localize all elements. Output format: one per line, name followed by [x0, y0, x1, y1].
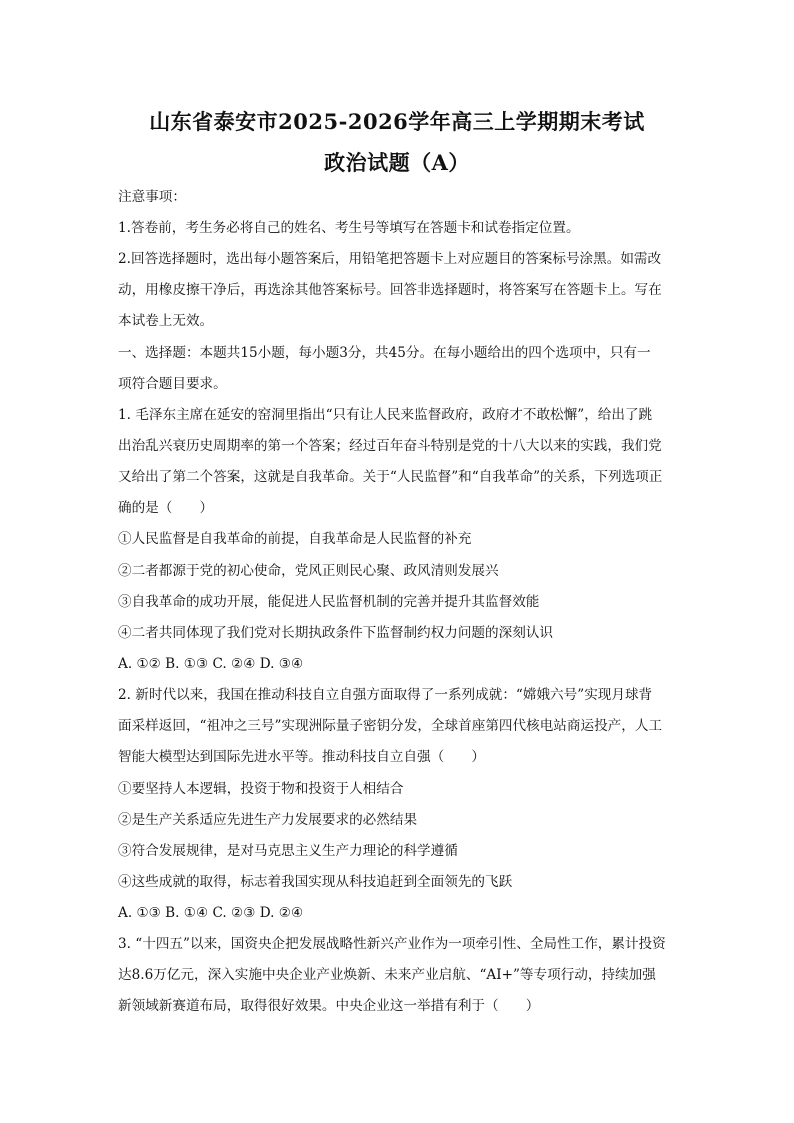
section-heading-line-1: 一、选择题：本题共15小题，每小题3分，共45分。在每小题给出的四个选项中，只有一: [118, 345, 651, 361]
q2-stem-line: 智能大模型达到国际先进水平等。推动科技自立自强（ ）: [118, 749, 486, 765]
q1-stem-line: 确的是（ ）: [118, 500, 214, 516]
q2-stem-line: 2. 新时代以来，我国在推动科技自立自强方面取得了一系列成就：“嫦娥六号”实现月球背: [118, 687, 653, 703]
q2-item-1: ①要坚持人本逻辑，投资于物和投资于人相结合: [118, 781, 404, 797]
q1-item-1: ①人民监督是自我革命的前提，自我革命是人民监督的补充: [118, 531, 472, 547]
q2-item-3: ③符合发展规律，是对马克思主义生产力理论的科学遵循: [118, 843, 458, 859]
q2-item-2: ②是生产关系适应先进生产力发展要求的必然结果: [118, 812, 418, 828]
exam-title: 山东省泰安市2025-2026学年高三上学期期末考试: [149, 109, 645, 134]
q1-item-4: ④二者共同体现了我们党对长期执政条件下监督制约权力问题的深刻认识: [118, 625, 553, 641]
notes-item-2-line-3: 本试卷上无效。: [118, 313, 214, 329]
section-heading-line-2: 项符合题目要求。: [118, 376, 227, 392]
q1-stem-line: 又给出了第二个答案，这就是自我革命。关于“人民监督”和“自我革命”的关系，下列选项正: [118, 469, 663, 485]
exam-subtitle: 政治试题（A）: [324, 150, 470, 175]
q1-options: A. ①② B. ①③ C. ②④ D. ③④: [118, 656, 304, 672]
notes-item-2-line-1: 2.回答选择题时，选出每小题答案后，用铅笔把答题卡上对应题目的答案标号涂黑。如需改: [118, 251, 662, 267]
q1-item-2: ②二者都源于党的初心使命，党风正则民心聚、政风清则发展兴: [118, 563, 499, 579]
notes-heading: 注意事项：: [118, 189, 186, 205]
q1-stem-line: 出治乱兴衰历史周期率的第一个答案；经过百年奋斗特别是党的十八大以来的实践，我们党: [118, 438, 662, 454]
q2-item-4: ④这些成就的取得，标志着我国实现从科技追赶到全面领先的飞跃: [118, 874, 513, 890]
q2-stem-line: 面采样返回，“祖冲之三号”实现洲际量子密钥分发，全球首座第四代核电站商运投产，人工: [118, 718, 663, 734]
q3-stem-line: 3. “十四五”以来，国资央企把发展战略性新兴产业作为一项牵引性、全局性工作，累计投资: [118, 936, 666, 952]
notes-item-1: 1.答卷前，考生务必将自己的姓名、考生号等填写在答题卡和试卷指定位置。: [118, 220, 580, 236]
q3-stem-line: 达8.6万亿元，深入实施中央企业产业焕新、未来产业启航、“AI+”等专项行动，持续加强: [118, 967, 656, 983]
q2-options: A. ①③ B. ①④ C. ②③ D. ②④: [118, 905, 304, 921]
q1-item-3: ③自我革命的成功开展，能促进人民监督机制的完善并提升其监督效能: [118, 594, 540, 610]
q1-stem-line: 1. 毛泽东主席在延安的窑洞里指出“只有让人民来监督政府，政府才不敢松懈”，给出了跳: [118, 407, 653, 423]
notes-item-2-line-2: 动，用橡皮擦干净后，再选涂其他答案标号。回答非选择题时，将答案写在答题卡上。写在: [118, 282, 662, 298]
q3-stem-line: 新领域新赛道布局，取得很好效果。中央企业这一举措有利于（ ）: [118, 998, 540, 1014]
